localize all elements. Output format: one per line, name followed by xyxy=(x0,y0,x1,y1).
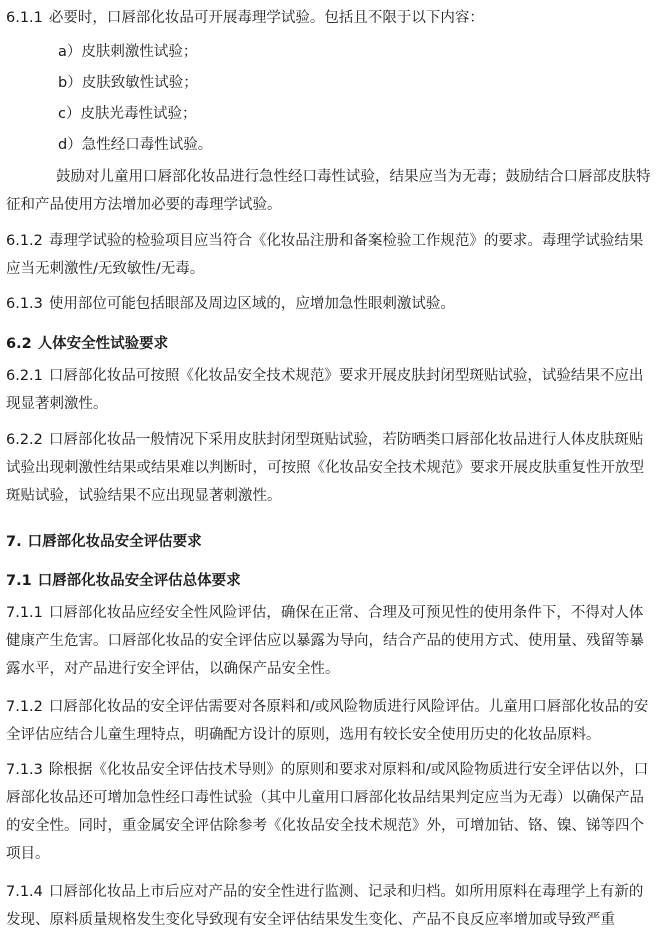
section-title: 人体安全性试验要求 xyxy=(37,336,169,352)
section-title: 口唇部化妆品安全评估要求 xyxy=(27,534,202,550)
clause-text: 口唇部化妆品可按照《化妆品安全技术规范》要求开展皮肤封闭型斑贴试验，试验结果不应出现显著刺激性。 xyxy=(6,368,644,412)
clause-text: 口唇部化妆品的安全评估需要对各原料和/或风险物质进行风险评估。儿童用口唇部化妆品的安全评估应结合儿童生理特点，明确配方设计的原则，选用有较长安全使用历史的化妆品原料。 xyxy=(6,699,649,743)
list-item-a: a）皮肤刺激性试验； xyxy=(58,44,198,60)
clause-number: 6.1.2 xyxy=(6,233,43,249)
list-item-b: b）皮肤致敏性试验； xyxy=(58,75,198,91)
section-heading-7-1 xyxy=(6,567,656,595)
clause-text: 口唇部化妆品上市后应对产品的安全性进行监测、记录和归档。如所用原料在毒理学上有新的发现、原料质量规格发生变化导致现有安全评估结果发生变化、产品不良反应率增加或导致严重 xyxy=(6,884,644,928)
clause-number: 6.1.3 xyxy=(6,296,43,312)
clause-6-2-1 xyxy=(6,362,656,418)
section-number: 6.2 xyxy=(6,336,32,352)
clause-6-1-2 xyxy=(6,227,656,283)
list-item-c: c）皮肤光毒性试验； xyxy=(58,106,197,122)
clause-text: 口唇部化妆品一般情况下采用皮肤封闭型斑贴试验，若防晒类口唇部化妆品进行人体皮肤斑贴试验出现刺激性结果或结果难以判断时，可按照《化妆品安全技术规范》要求开展皮肤重复性开放型斑贴试验，试验结果不应出现显著刺激性。 xyxy=(6,432,644,504)
section-number: 7. xyxy=(6,534,22,550)
clause-7-1-1 xyxy=(6,599,656,683)
clause-6-1-3 xyxy=(6,290,656,318)
clause-text: 毒理学试验的检验项目应当符合《化妆品注册和备案检验工作规范》的要求。毒理学试验结果应当无刺激性/无致敏性/无毒。 xyxy=(6,233,644,277)
section-heading-6-2 xyxy=(6,330,656,358)
clause-7-1-2 xyxy=(6,693,656,749)
section-heading-7 xyxy=(6,528,656,556)
section-title: 口唇部化妆品安全评估总体要求 xyxy=(37,573,241,589)
clause-7-1-4 xyxy=(6,878,656,934)
clause-number: 7.1.1 xyxy=(6,605,43,621)
clause-text: 必要时，口唇部化妆品可开展毒理学试验。包括且不限于以下内容： xyxy=(48,10,484,26)
clause-number: 6.1.1 xyxy=(6,10,43,26)
clause-6-2-2 xyxy=(6,426,656,510)
clause-number: 7.1.4 xyxy=(6,884,43,900)
clause-text: 除根据《化妆品安全评估技术导则》的原则和要求对原料和/或风险物质进行安全评估以外，口唇部化妆品还可增加急性经口毒性试验（其中儿童用口唇部化妆品结果判定应当为无毒）以确保产品的安全性。同时，重金属安全评估除参考《化妆品安全技术规范》外，可增加钴、铬、镍、锑等四个项目。 xyxy=(6,762,649,862)
clause-6-1-1 xyxy=(6,4,656,32)
clause-number: 6.2.1 xyxy=(6,368,43,384)
encourage-paragraph: 鼓励对儿童用口唇部化妆品进行急性经口毒性试验，结果应当为无毒；鼓励结合口唇部皮肤特征和产品使用方法增加必要的毒理学试验。 xyxy=(6,169,651,213)
clause-7-1-3 xyxy=(6,756,656,868)
list-item-d: d）急性经口毒性试验。 xyxy=(58,137,213,153)
clause-number: 6.2.2 xyxy=(6,432,43,448)
section-number: 7.1 xyxy=(6,573,32,589)
clause-text: 口唇部化妆品应经安全性风险评估，确保在正常、合理及可预见性的使用条件下，不得对人体健康产生危害。口唇部化妆品的安全评估应以暴露为导向，结合产品的使用方式、使用量、残留等暴露水平，对产品进行安全评估，以确保产品安全性。 xyxy=(6,605,644,677)
clause-text: 使用部位可能包括眼部及周边区域的，应增加急性眼刺激试验。 xyxy=(48,296,455,312)
clause-number: 7.1.3 xyxy=(6,762,43,778)
clause-number: 7.1.2 xyxy=(6,699,43,715)
